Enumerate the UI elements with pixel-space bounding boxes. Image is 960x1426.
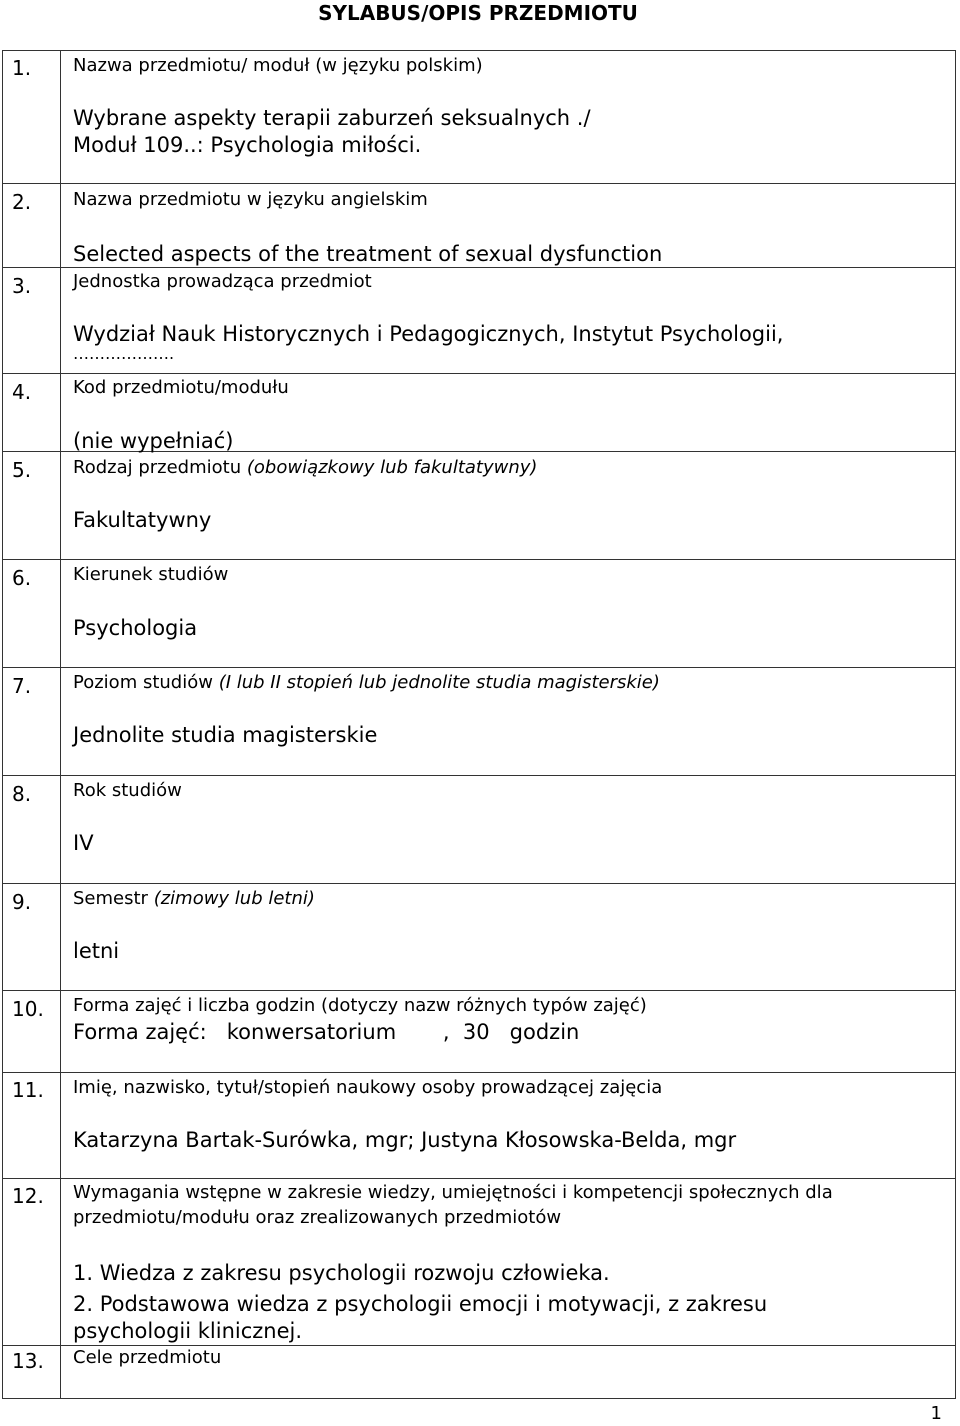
subject-name-pl: Wybrane aspekty terapii zaburzeń seksualnych ./: [73, 106, 591, 130]
table-border-bottom: [2, 1398, 956, 1399]
study-year: IV: [73, 831, 94, 855]
requirement-item: psychologii klinicznej.: [73, 1319, 303, 1343]
row-label-hint: (zimowy lub letni): [153, 888, 315, 909]
row-divider: [2, 373, 956, 374]
study-level: Jednolite studia magisterskie: [73, 723, 378, 747]
row-number: 5.: [12, 458, 32, 482]
row-divider: [2, 183, 956, 184]
page-title: SYLABUS/OPIS PRZEDMIOTU: [318, 1, 638, 25]
row-label: Jednostka prowadząca przedmiot: [73, 271, 372, 292]
row-label: Rok studiów: [73, 780, 182, 801]
row-divider: [2, 990, 956, 991]
column-divider: [60, 50, 61, 1398]
page-number: 1: [930, 1403, 942, 1424]
requirement-item: 1. Wiedza z zakresu psychologii rozwoju człowieka.: [73, 1261, 610, 1285]
module-name: Moduł 109..: Psychologia miłości.: [73, 133, 422, 157]
row-label: Nazwa przedmiotu w języku angielskim: [73, 189, 428, 210]
requirement-item: 2. Podstawowa wiedza z psychologii emocji i motywacji, z zakresu: [73, 1292, 768, 1316]
syllabus-table: [2, 50, 956, 1398]
unit-name: Wydział Nauk Historycznych i Pedagogicznych, Instytut Psychologii,: [73, 322, 784, 346]
row-divider: [2, 883, 956, 884]
table-border-right: [955, 50, 956, 1398]
row-divider: [2, 667, 956, 668]
row-number: 10.: [12, 997, 44, 1021]
instructors: Katarzyna Bartak-Surówka, mgr; Justyna Kłosowska-Belda, mgr: [73, 1128, 737, 1152]
subject-name-en: Selected aspects of the treatment of sexual dysfunction: [73, 242, 663, 266]
row-number: 11.: [12, 1078, 44, 1102]
row-label: Imię, nazwisko, tytuł/stopień naukowy osoby prowadzącej zajęcia: [73, 1077, 663, 1098]
row-number: 3.: [12, 274, 32, 298]
row-number: 9.: [12, 890, 32, 914]
row-label: [73, 671, 660, 695]
row-label: Nazwa przedmiotu/ moduł (w języku polskim): [73, 55, 483, 76]
row-divider: [2, 1178, 956, 1179]
subject-code: (nie wypełniać): [73, 429, 234, 453]
row-number: 4.: [12, 380, 32, 404]
row-label-text: Poziom studiów: [73, 672, 213, 693]
row-number: 8.: [12, 782, 32, 806]
row-divider: [2, 559, 956, 560]
row-label: [73, 887, 315, 911]
row-number: 1.: [12, 56, 32, 80]
row-label: [73, 456, 537, 480]
row-label-hint: (I lub II stopień lub jednolite studia magisterskie): [218, 672, 660, 693]
row-label-text: Semestr: [73, 888, 148, 909]
unit-placeholder-dots: ……………….: [73, 344, 175, 363]
row-label: Cele przedmiotu: [73, 1347, 222, 1368]
row-number: 13.: [12, 1349, 44, 1373]
row-label: Forma zajęć i liczba godzin (dotyczy nazw różnych typów zajęć): [73, 995, 647, 1016]
row-divider: [2, 775, 956, 776]
row-number: 12.: [12, 1184, 44, 1208]
row-number: 2.: [12, 190, 32, 214]
row-label: Wymagania wstępne w zakresie wiedzy, umiejętności i kompetencji społecznych dla: [73, 1182, 833, 1203]
table-border-left: [2, 50, 3, 1398]
field-of-study: Psychologia: [73, 616, 198, 640]
row-label: Kod przedmiotu/modułu: [73, 377, 289, 398]
row-number: 6.: [12, 566, 32, 590]
row-label-hint: (obowiązkowy lub fakultatywny): [246, 457, 538, 478]
row-label: Kierunek studiów: [73, 564, 229, 585]
row-divider: [2, 1072, 956, 1073]
semester: letni: [73, 939, 120, 963]
row-label-text: Rodzaj przedmiotu: [73, 457, 242, 478]
row-label-continued: przedmiotu/modułu oraz zrealizowanych przedmiotów: [73, 1207, 562, 1228]
row-number: 7.: [12, 674, 32, 698]
class-form-hours: Forma zajęć: konwersatorium , 30 godzin: [73, 1020, 580, 1044]
table-border-top: [2, 50, 956, 51]
subject-type: Fakultatywny: [73, 508, 212, 532]
